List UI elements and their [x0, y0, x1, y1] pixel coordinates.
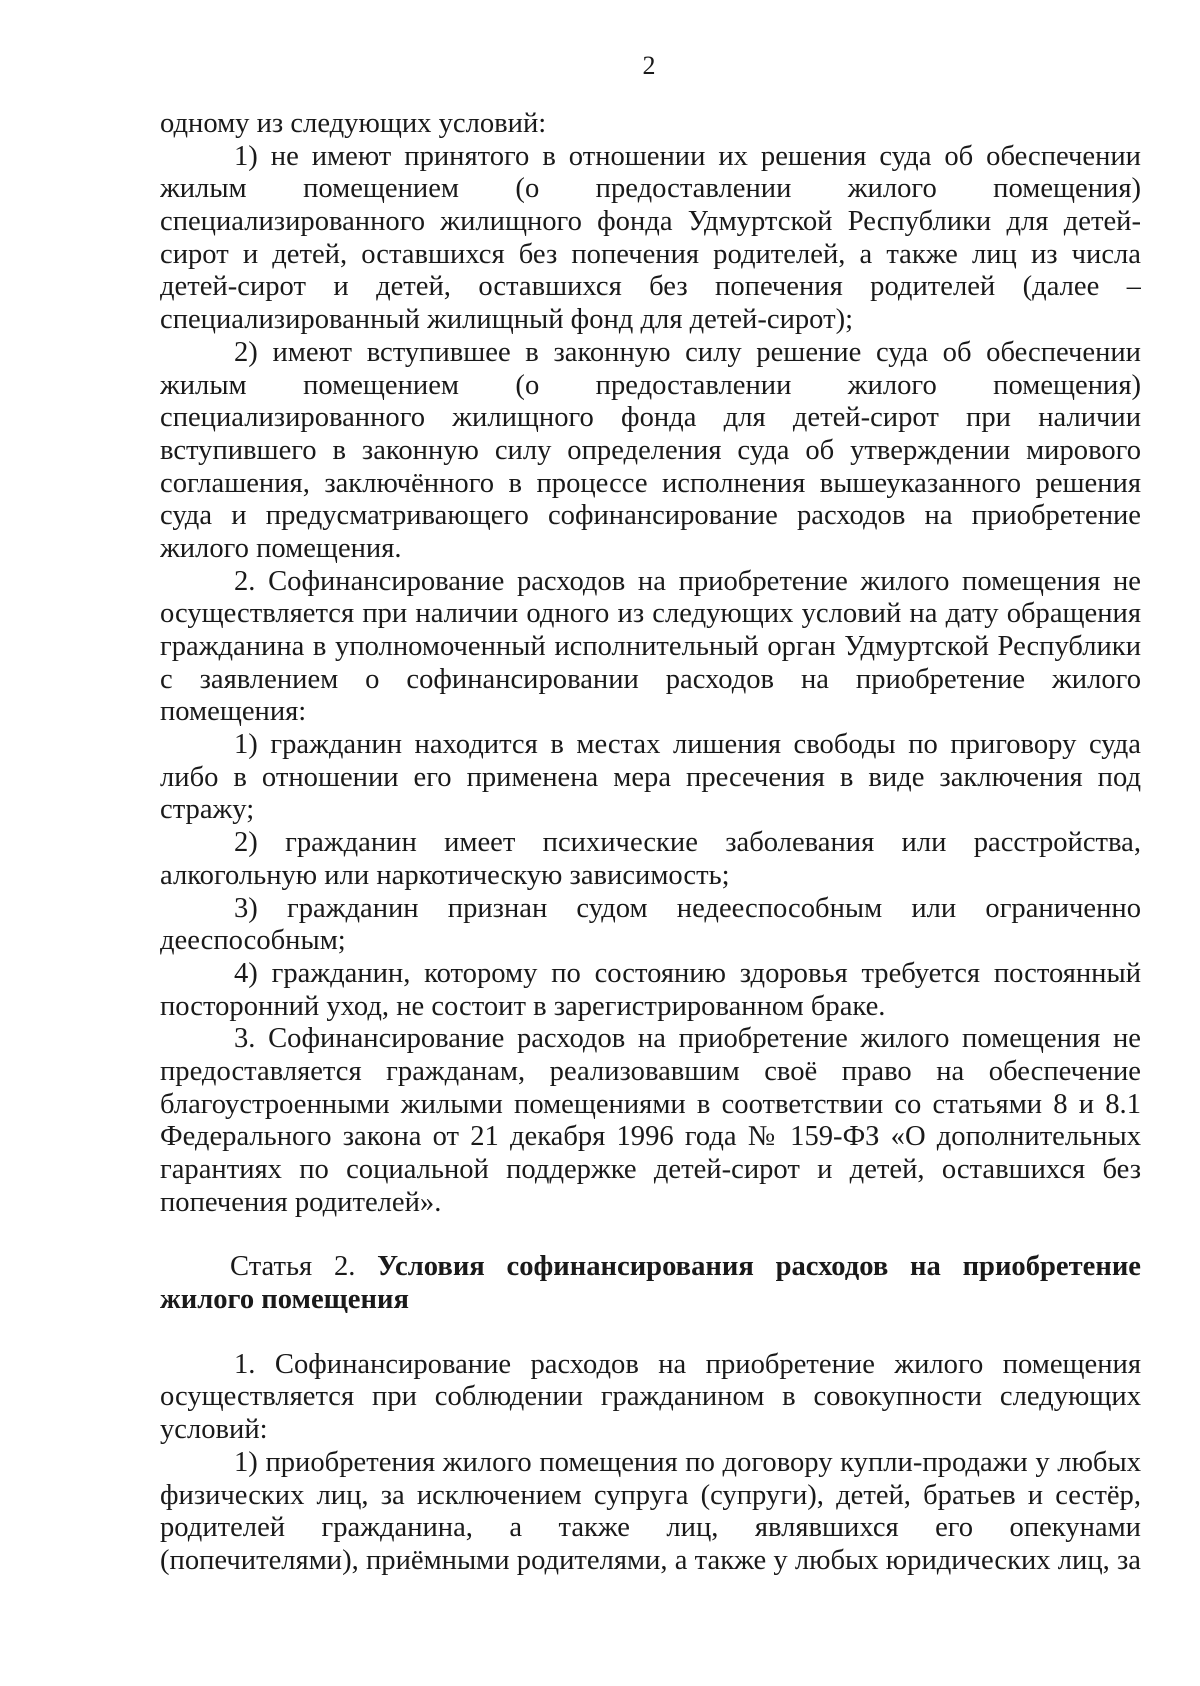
- article-heading-line-1: [160, 1251, 1141, 1284]
- text-line: одному из следующих условий:: [160, 108, 547, 139]
- text-line: суда и предусматривающего софинансирование расходов на приобретение: [160, 500, 1141, 532]
- text-line: специализированного жилищного фонда для детей-сирот при наличии: [160, 402, 1141, 434]
- text-line: гарантиях по социальной поддержке детей-сирот и детей, оставшихся без: [160, 1154, 1141, 1185]
- text-line: благоустроенными жилыми помещениями в соответствии со статьями 8 и 8.1: [160, 1088, 1141, 1120]
- text-line: (попечителями), приёмными родителями, а также у любых юридических лиц, за: [160, 1544, 1141, 1576]
- text-line: 2. Софинансирование расходов на приобретение жилого помещения не: [234, 565, 1141, 597]
- text-line: 3. Софинансирование расходов на приобретение жилого помещения не: [234, 1023, 1141, 1055]
- article-title-part-1: Условия софинансирования расходов на приобретение: [377, 1251, 1141, 1283]
- article-title-part-2: жилого помещения: [160, 1284, 409, 1316]
- paragraph: [160, 141, 1141, 337]
- paragraph: [160, 108, 1141, 141]
- text-line: алкогольную или наркотическую зависимость;: [160, 859, 730, 891]
- article-heading: [160, 1251, 1141, 1316]
- text-line: предоставляется гражданам, реализовавшим своё право на обеспечение: [160, 1055, 1141, 1087]
- paragraph: [160, 1349, 1141, 1447]
- paragraph: [160, 827, 1141, 892]
- text-line: посторонний уход, не состоит в зарегистрированном браке.: [160, 990, 886, 1022]
- text-line: 1) не имеют принятого в отношении их решения суда об обеспечении: [234, 140, 1141, 172]
- text-line: помещения:: [160, 696, 307, 728]
- text-line: 2) имеют вступившее в законную силу решение суда об обеспечении: [234, 336, 1141, 368]
- paragraph: [160, 337, 1141, 566]
- text-line: специализированного жилищного фонда Удмуртской Республики для детей-: [160, 206, 1141, 238]
- text-line: жилого помещения.: [160, 532, 402, 564]
- text-line: родителей гражданина, а также лиц, являвшихся его опекунами: [160, 1512, 1141, 1544]
- text-line: дееспособным;: [160, 925, 346, 957]
- text-line: с заявлением о софинансировании расходов на приобретение жилого: [160, 663, 1141, 695]
- article-heading-line-2: [160, 1284, 1141, 1317]
- document-text-before-heading: [160, 108, 1141, 1219]
- text-line: жилым помещением (о предоставлении жилого помещения): [160, 173, 1141, 205]
- text-line: 3) гражданин признан судом недееспособным или ограниченно: [234, 892, 1141, 924]
- spacer: [160, 1317, 1141, 1349]
- paragraph: [160, 1447, 1141, 1578]
- text-line: сирот и детей, оставшихся без попечения родителей, а также лиц из числа: [160, 238, 1141, 270]
- text-line: физических лиц, за исключением супруга (супруги), детей, братьев и сестёр,: [160, 1479, 1141, 1511]
- document-body: [160, 108, 1141, 1578]
- text-line: детей-сирот и детей, оставшихся без попечения родителей (далее –: [160, 271, 1141, 303]
- text-line: осуществляется при соблюдении гражданином в совокупности следующих: [160, 1381, 1141, 1413]
- text-line: попечения родителей».: [160, 1186, 442, 1218]
- text-line: 2) гражданин имеет психические заболевания или расстройства,: [234, 827, 1141, 859]
- text-line: вступившего в законную силу определения суда об утверждении мирового: [160, 434, 1141, 466]
- paragraph: [160, 958, 1141, 1023]
- paragraph: [160, 729, 1141, 827]
- text-line: условий:: [160, 1414, 268, 1446]
- article-label: Статья 2.: [230, 1251, 356, 1283]
- text-line: соглашения, заключённого в процессе исполнения вышеуказанного решения: [160, 467, 1141, 499]
- paragraph: [160, 893, 1141, 958]
- paragraph: [160, 1023, 1141, 1219]
- page-number: 2: [642, 51, 656, 80]
- text-line: специализированный жилищный фонд для детей-сирот);: [160, 304, 854, 336]
- text-line: жилым помещением (о предоставлении жилого помещения): [160, 369, 1141, 401]
- text-line: 4) гражданин, которому по состоянию здоровья требуется постоянный: [234, 957, 1141, 989]
- text-line: осуществляется при наличии одного из следующих условий на дату обращения: [160, 598, 1141, 630]
- text-line: либо в отношении его применена мера пресечения в виде заключения под: [160, 761, 1141, 793]
- text-line: 1) гражданин находится в местах лишения свободы по приговору суда: [234, 729, 1141, 761]
- spacer: [160, 1219, 1141, 1251]
- text-line: 1. Софинансирование расходов на приобретение жилого помещения: [234, 1348, 1141, 1380]
- text-line: 1) приобретения жилого помещения по договору купли-продажи у любых: [234, 1446, 1141, 1478]
- paragraph: [160, 566, 1141, 729]
- text-line: стражу;: [160, 794, 255, 826]
- document-text-after-heading: [160, 1349, 1141, 1578]
- text-line: Федерального закона от 21 декабря 1996 года № 159-ФЗ «О дополнительных: [160, 1121, 1141, 1153]
- text-line: гражданина в уполномоченный исполнительный орган Удмуртской Республики: [160, 631, 1141, 662]
